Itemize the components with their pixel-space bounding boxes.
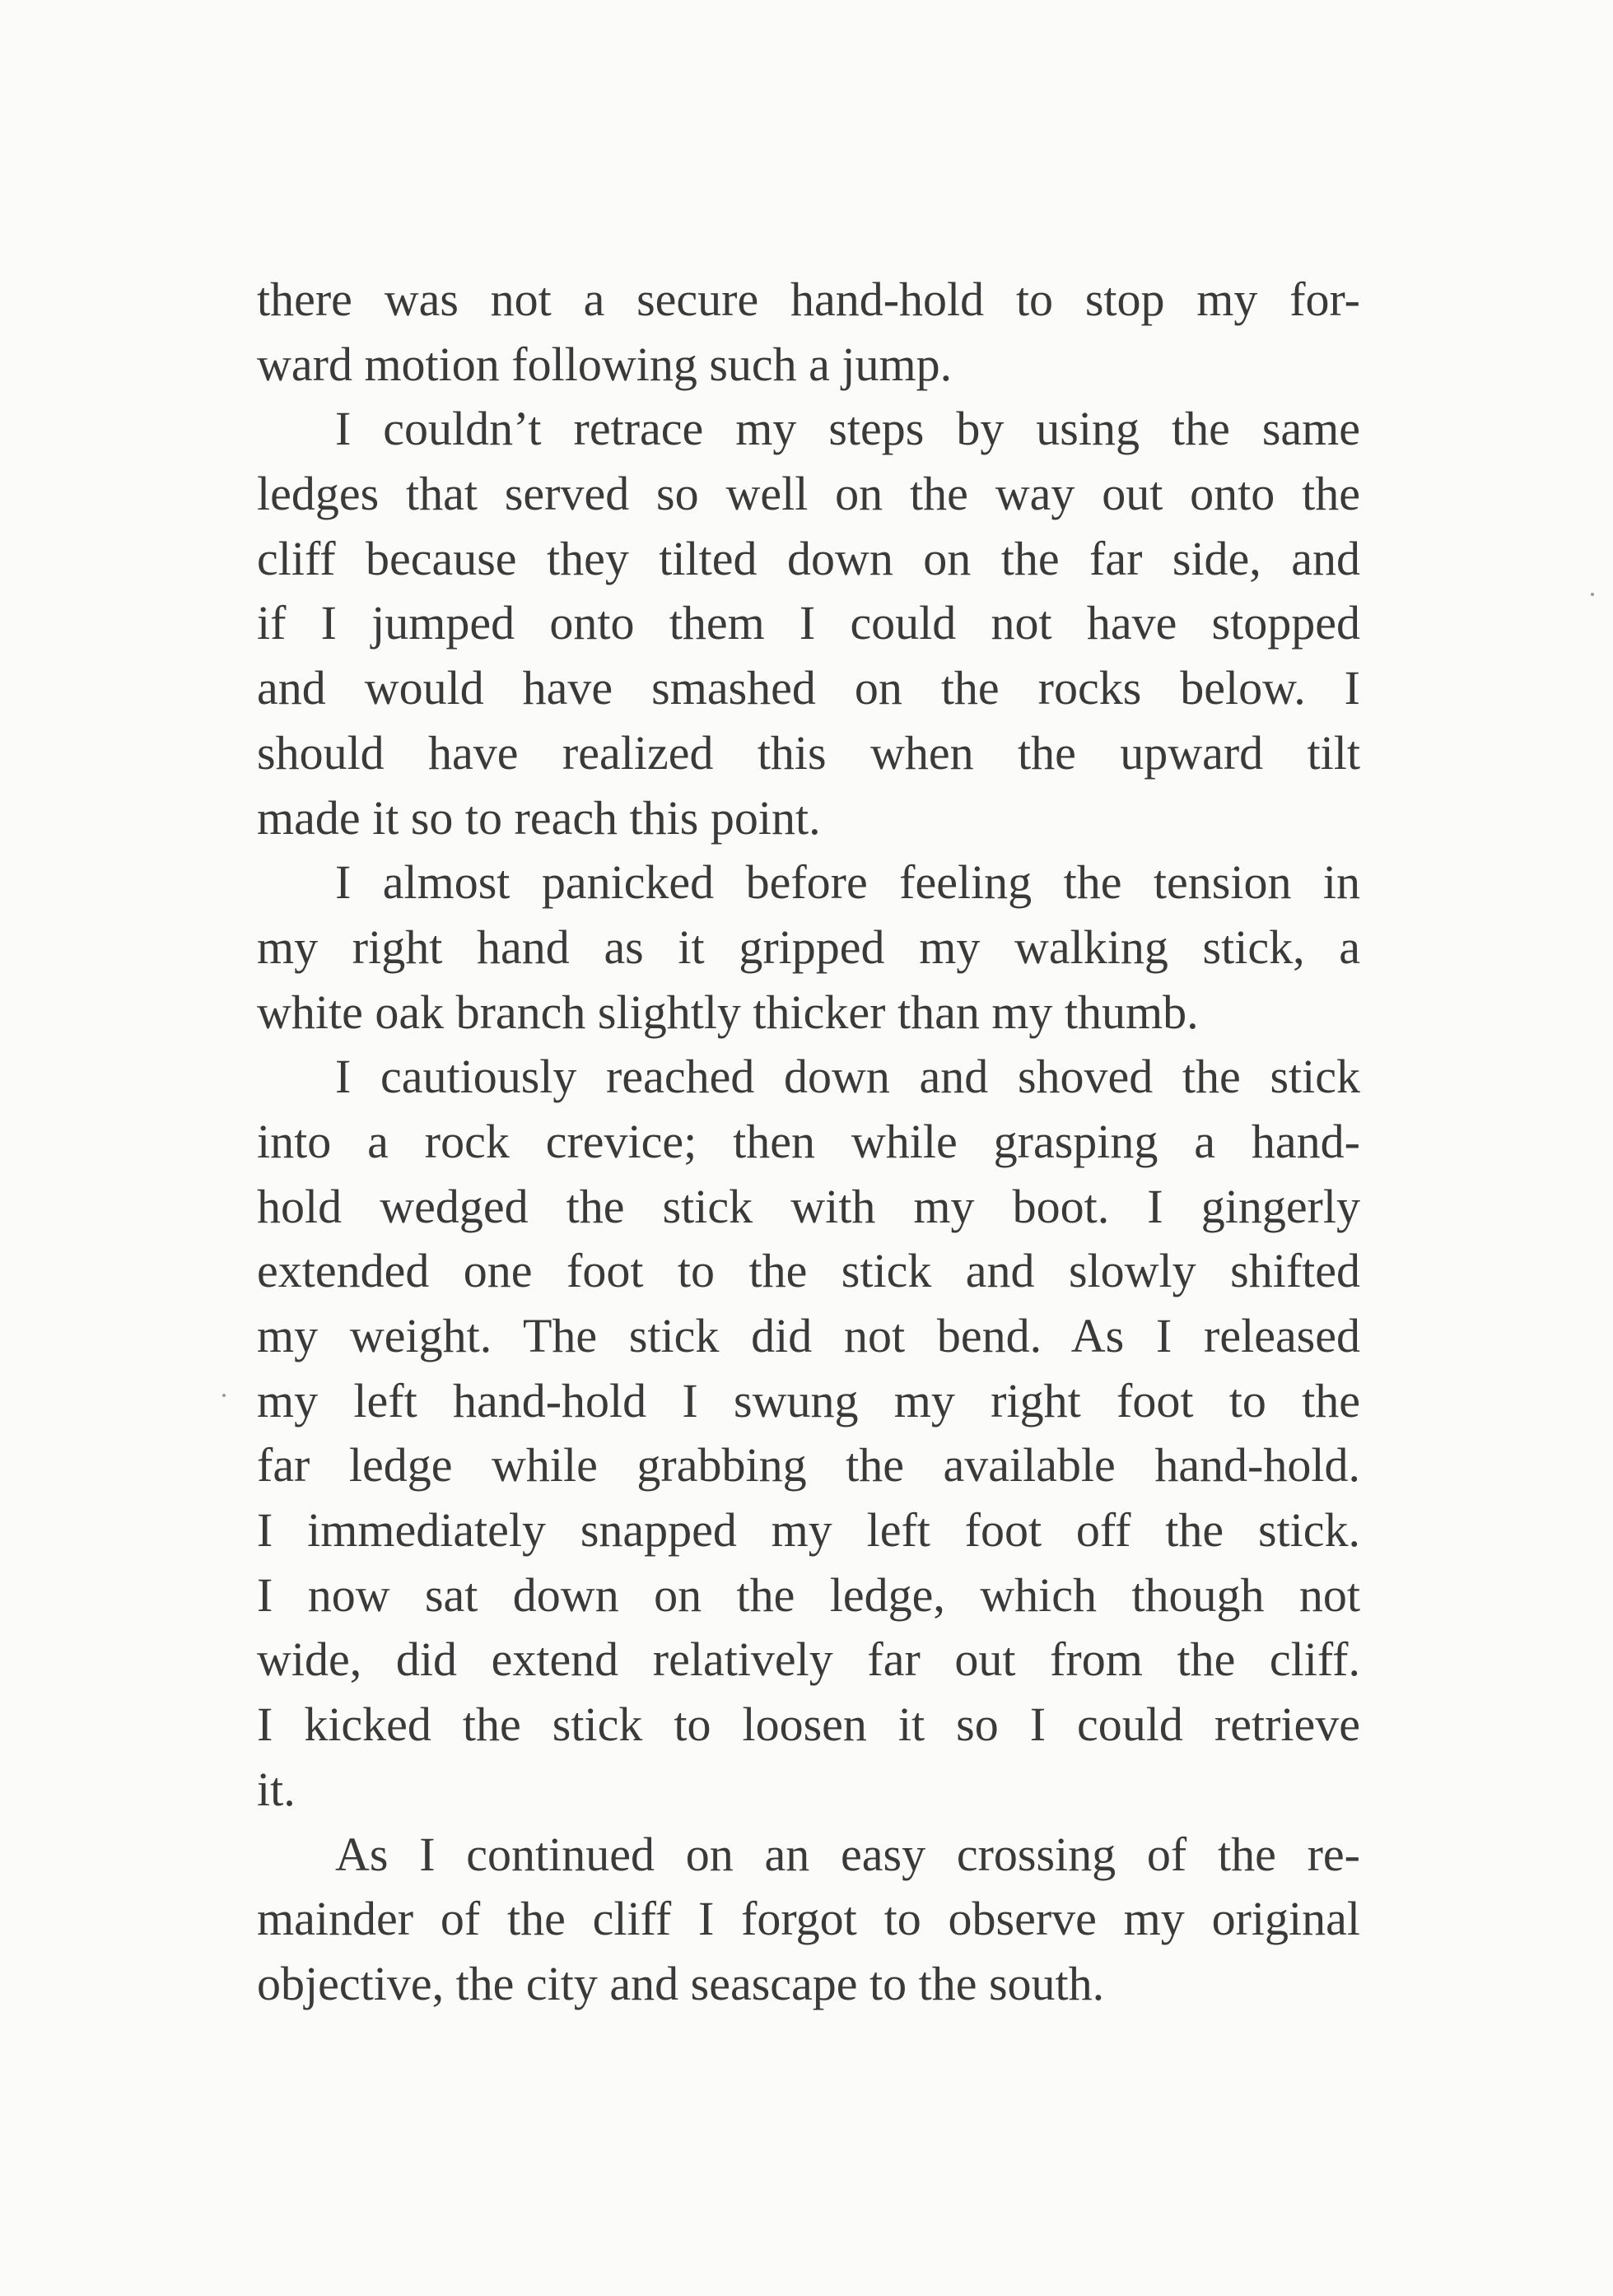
body-text xyxy=(257,268,1360,2017)
paragraph-2 xyxy=(257,397,1360,850)
paragraph-4 xyxy=(257,1045,1360,1822)
text-line: it. xyxy=(257,1762,296,1816)
text-line: and would have smashed on the rocks below. I xyxy=(257,661,1360,715)
text-line: I kicked the stick to loosen it so I could retrieve xyxy=(257,1698,1360,1752)
text-line: my left hand-hold I swung my right foot to the xyxy=(257,1373,1360,1427)
text-line: extended one foot to the stick and slowly shifted xyxy=(257,1244,1360,1298)
text-line: I couldn’t retrace my steps by using the same xyxy=(335,402,1360,456)
paragraph-3 xyxy=(257,850,1360,1045)
text-line: if I jumped onto them I could not have stopped xyxy=(257,596,1360,650)
text-line: made it so to reach this point. xyxy=(257,790,821,845)
text-line: wide, did extend relatively far out from the cliff. xyxy=(257,1632,1360,1687)
text-line: white oak branch slightly thicker than my thumb. xyxy=(257,985,1199,1039)
paper-speck xyxy=(222,1394,226,1397)
paragraph-5 xyxy=(257,1823,1360,2017)
text-line: mainder of the cliff I forgot to observe my original xyxy=(257,1892,1360,1946)
text-line: objective, the city and seascape to the south. xyxy=(257,1956,1105,2010)
text-line: ledges that served so well on the way out onto the xyxy=(257,467,1360,521)
text-line: I cautiously reached down and shoved the stick xyxy=(335,1050,1360,1104)
text-line: As I continued on an easy crossing of the re- xyxy=(335,1827,1360,1881)
text-line: hold wedged the stick with my boot. I gingerly xyxy=(257,1179,1360,1233)
text-line: cliff because they tilted down on the far side, and xyxy=(257,531,1360,585)
text-line: I almost panicked before feeling the tension in xyxy=(335,855,1360,910)
paper-speck xyxy=(1591,593,1594,596)
text-line: should have realized this when the upward tilt xyxy=(257,725,1360,780)
text-line: my right hand as it gripped my walking stick, a xyxy=(257,920,1360,974)
text-line: ward motion following such a jump. xyxy=(257,337,953,391)
text-line: I now sat down on the ledge, which though not xyxy=(257,1567,1360,1622)
text-line: there was not a secure hand-hold to stop my for- xyxy=(257,272,1360,326)
paragraph-1 xyxy=(257,268,1360,397)
text-line: I immediately snapped my left foot off the stick. xyxy=(257,1503,1360,1558)
text-line: my weight. The stick did not bend. As I released xyxy=(257,1309,1360,1362)
text-line: into a rock crevice; then while grasping a hand- xyxy=(257,1114,1360,1168)
text-line: far ledge while grabbing the available hand-hold. xyxy=(257,1438,1360,1493)
